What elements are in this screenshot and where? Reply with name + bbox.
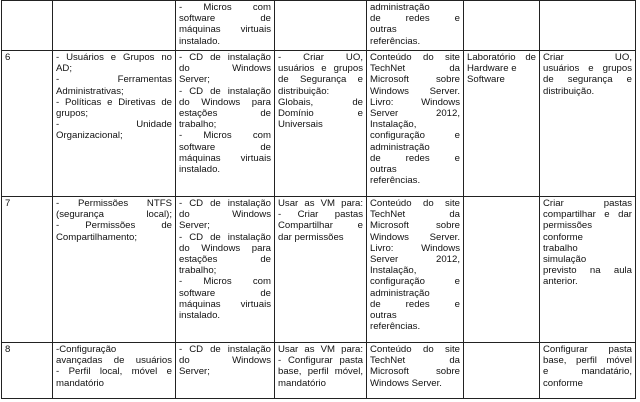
- cell-line: trabalho: [543, 242, 578, 254]
- cell-line: grupos;: [56, 108, 88, 120]
- cell-line: Windows Server.: [370, 377, 442, 389]
- table-row: [2, 51, 636, 197]
- cell-line: software de: [179, 13, 271, 25]
- cell-line: Usar as VM para:: [278, 344, 363, 355]
- cell-line: - Micros com: [179, 276, 271, 288]
- cell-line: - CD de instalação: [179, 198, 271, 209]
- cell-line: configuração e: [370, 130, 460, 142]
- cell-line: Microsoft sobre: [370, 366, 460, 378]
- cell-line: Livro: Windows: [370, 242, 460, 254]
- cell-line: Server 2012,: [370, 254, 460, 266]
- cell-line: previsto na aula: [543, 265, 632, 277]
- cell-line: máquinas virtuais: [179, 298, 271, 310]
- activities-cell: [275, 51, 367, 197]
- cell-line: - Micros com: [179, 2, 271, 13]
- location-cell: [464, 343, 540, 399]
- cell-line: outras: [370, 24, 397, 36]
- topics-cell: [53, 1, 176, 51]
- table-row: [2, 343, 636, 399]
- cell-line: permissões: [543, 220, 593, 232]
- cell-line: base, perfil móvel: [543, 355, 632, 367]
- topics-cell: [53, 197, 176, 343]
- cell-line: Microsoft sobre: [370, 220, 460, 232]
- cell-line: software de: [179, 287, 271, 299]
- cell-line: referências.: [370, 35, 421, 47]
- cell-line: máquinas virtuais: [179, 152, 271, 164]
- cell-line: software de: [179, 141, 271, 153]
- cell-line: administração: [370, 141, 430, 153]
- cell-line: Compartilhar e: [278, 220, 363, 232]
- cell-line: estações de: [179, 108, 271, 120]
- references-cell: [367, 1, 464, 51]
- table-row: [2, 1, 636, 51]
- cell-line: e mandatário,: [543, 366, 632, 378]
- cell-line: Instalação,: [370, 119, 417, 131]
- cell-line: de segurança e: [543, 74, 632, 86]
- cell-line: mandatório: [56, 377, 104, 389]
- cell-line: Criar pastas: [543, 198, 632, 209]
- cell-line: estações de: [179, 254, 271, 266]
- cell-line: usuários e grupos: [278, 63, 363, 75]
- cell-line: Administrativas;: [56, 85, 124, 97]
- cell-line: base, perfil móvel,: [278, 366, 363, 378]
- cell-line: Instalação,: [370, 265, 417, 277]
- cell-line: Server 2012,: [370, 108, 460, 120]
- cell-line: outras: [370, 310, 397, 322]
- cell-line: do Windows: [179, 209, 271, 221]
- cell-line: anterior.: [543, 276, 578, 288]
- cell-line: Windows Server.: [370, 231, 460, 243]
- cell-line: Hardware e Software: [467, 63, 517, 86]
- evaluation-cell: [540, 51, 636, 197]
- cell-line: - Perfil local, móvel e: [56, 366, 172, 378]
- table-row: [2, 197, 636, 343]
- cell-line: - CD de instalação: [179, 52, 271, 63]
- cell-line: (segurança local);: [56, 209, 172, 221]
- cell-line: outras: [370, 164, 397, 176]
- evaluation-cell: [540, 197, 636, 343]
- cell-line: Conteúdo do site: [370, 198, 460, 209]
- references-cell: [367, 51, 464, 197]
- cell-line: instalado.: [179, 164, 221, 176]
- cell-line: Globais, de: [278, 96, 363, 108]
- cell-line: Windows Server.: [370, 85, 460, 97]
- cell-line: - Ferramentas: [56, 74, 172, 86]
- week-number-cell: 7: [2, 197, 53, 343]
- cell-line: Server;: [179, 366, 210, 378]
- cell-line: - Permissões de: [56, 220, 172, 232]
- cell-line: de redes e: [370, 152, 460, 164]
- cell-line: do Windows: [179, 63, 271, 75]
- cell-line: Usar as VM para:: [278, 198, 363, 209]
- resources-cell: [176, 51, 275, 197]
- week-number-cell: 6: [2, 51, 53, 197]
- cell-line: compartilhar e dar: [543, 209, 632, 221]
- cell-line: - Criar pastas: [278, 209, 363, 221]
- cell-line: máquinas virtuais: [179, 24, 271, 36]
- location-cell: [464, 197, 540, 343]
- cell-line: TechNet da: [370, 63, 460, 75]
- week-number-cell: 8: [2, 343, 53, 399]
- cell-line: conforme: [543, 377, 583, 389]
- activities-cell: [275, 343, 367, 399]
- cell-line: avançadas de usuários: [56, 355, 172, 367]
- cell-line: AD;: [56, 63, 72, 75]
- location-cell: [464, 51, 540, 197]
- cell-line: Server;: [179, 74, 210, 86]
- cell-line: de redes e: [370, 298, 460, 310]
- cell-line: Livro: Windows: [370, 96, 460, 108]
- cell-line: instalado.: [179, 35, 221, 47]
- cell-line: Conteúdo do site: [370, 344, 460, 355]
- cell-line: trabalho;: [179, 265, 217, 277]
- resources-cell: [176, 343, 275, 399]
- cell-line: Configurar pasta: [543, 344, 632, 355]
- cell-line: trabalho;: [179, 119, 217, 131]
- cell-line: - CD de instalação: [179, 344, 271, 355]
- resources-cell: [176, 197, 275, 343]
- cell-line: conforme: [543, 231, 583, 243]
- cell-line: Organizacional;: [56, 130, 123, 142]
- cell-line: Laboratório de: [467, 52, 536, 63]
- cell-line: dar permissões: [278, 231, 344, 243]
- week-number-cell: [2, 1, 53, 51]
- evaluation-cell: [540, 1, 636, 51]
- cell-line: de redes e: [370, 13, 460, 25]
- cell-line: - Criar UO,: [278, 52, 363, 63]
- cell-line: - Configurar pasta: [278, 355, 363, 367]
- cell-line: - CD de instalação: [179, 85, 271, 97]
- cell-line: usuários e grupos: [543, 63, 632, 75]
- references-cell: [367, 343, 464, 399]
- cell-line: Domínio e: [278, 108, 363, 120]
- resources-cell: [176, 1, 275, 51]
- cell-line: simulação: [543, 254, 587, 266]
- cell-line: TechNet da: [370, 209, 460, 221]
- cell-line: Server;: [179, 220, 210, 232]
- cell-line: administração: [370, 2, 430, 13]
- cell-line: referências.: [370, 321, 421, 333]
- evaluation-cell: [540, 343, 636, 399]
- table-body: [2, 1, 636, 399]
- location-cell: [464, 1, 540, 51]
- topics-cell: [53, 343, 176, 399]
- cell-line: mandatório: [278, 377, 326, 389]
- cell-line: TechNet da: [370, 355, 460, 367]
- cell-line: distribuição.: [543, 85, 595, 97]
- course-plan-table: [1, 0, 636, 399]
- cell-line: - Políticas e Diretivas de: [56, 96, 172, 108]
- topics-cell: [53, 51, 176, 197]
- cell-line: instalado.: [179, 310, 221, 322]
- cell-line: - CD de instalação: [179, 231, 271, 243]
- cell-line: do Windows para: [179, 242, 271, 254]
- activities-cell: [275, 197, 367, 343]
- cell-line: administração: [370, 287, 430, 299]
- cell-line: - Permissões NTFS: [56, 198, 172, 209]
- cell-line: Compartilhamento;: [56, 231, 138, 243]
- cell-line: distribuição:: [278, 85, 330, 97]
- cell-line: de Segurança e: [278, 74, 363, 86]
- cell-line: referências.: [370, 175, 421, 187]
- cell-line: Criar UO,: [543, 52, 632, 63]
- cell-line: configuração e: [370, 276, 460, 288]
- cell-line: - Usuários e Grupos no: [56, 52, 172, 63]
- cell-line: - Unidade: [56, 119, 172, 131]
- cell-line: do Windows: [179, 355, 271, 367]
- cell-line: Microsoft sobre: [370, 74, 460, 86]
- cell-line: Universais: [278, 119, 323, 131]
- cell-line: - Micros com: [179, 130, 271, 142]
- activities-cell: [275, 1, 367, 51]
- cell-line: do Windows para: [179, 96, 271, 108]
- references-cell: [367, 197, 464, 343]
- cell-line: -Configuração: [56, 344, 117, 355]
- cell-line: Conteúdo do site: [370, 52, 460, 63]
